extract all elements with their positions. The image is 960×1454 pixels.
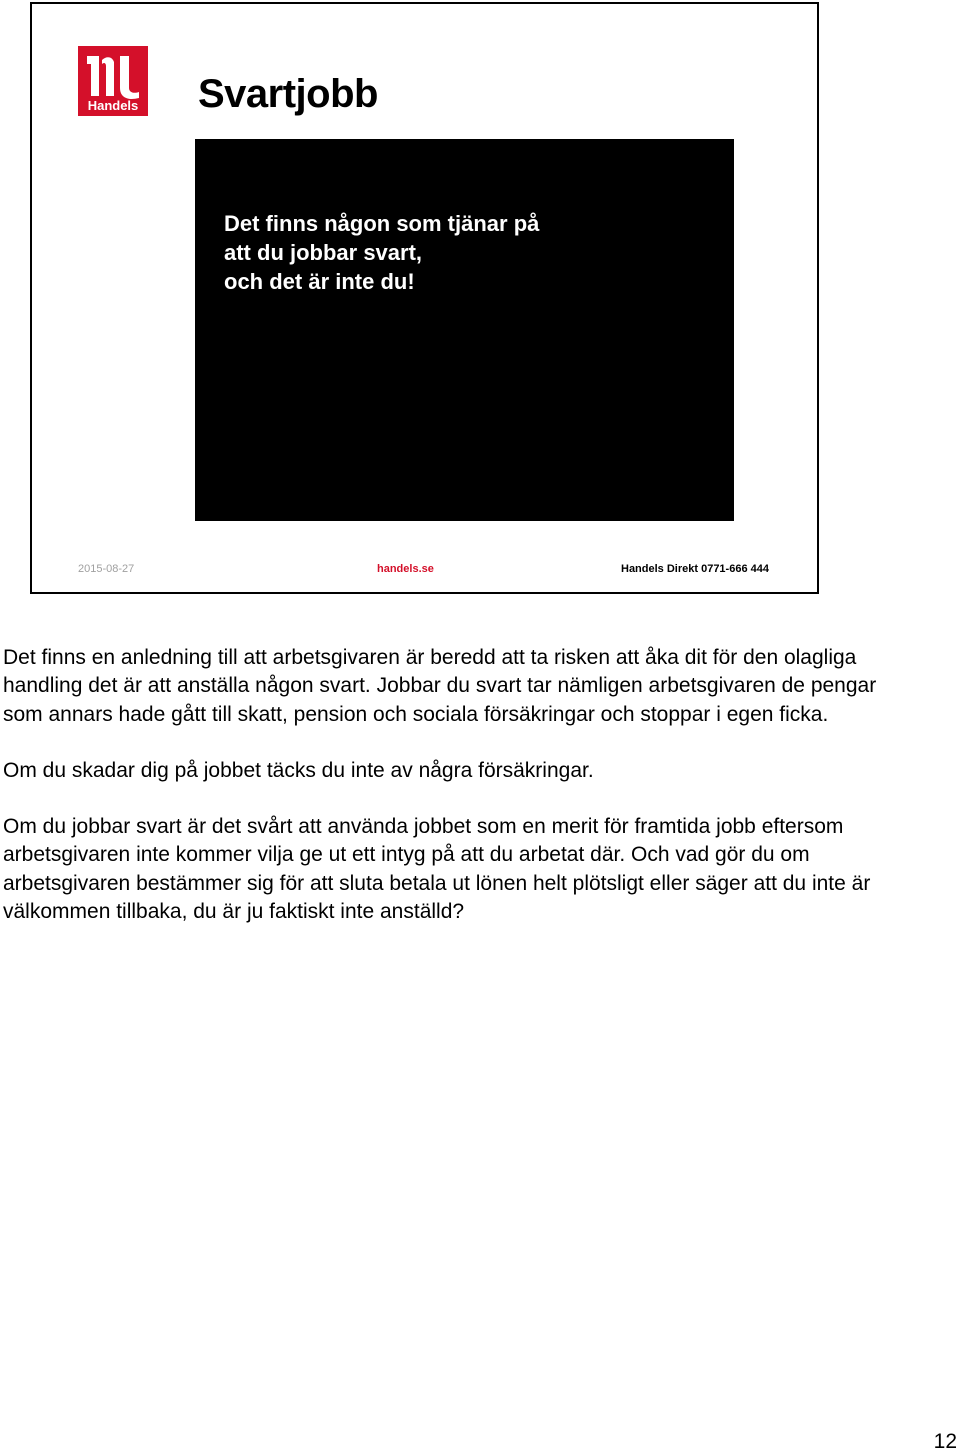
video-caption bbox=[224, 209, 539, 296]
notes-paragraph: Om du skadar dig på jobbet täcks du inte av några försäkringar. bbox=[3, 758, 594, 782]
video-caption-line: att du jobbar svart, bbox=[224, 240, 423, 265]
slide-thumbnail bbox=[30, 2, 819, 594]
video-caption-line: Det finns någon som tjänar på bbox=[224, 211, 540, 236]
handels-logo bbox=[78, 46, 148, 116]
notes-paragraph: Det finns en anledning till att arbetsgivaren är beredd att ta risken att åka dit för den olagliga handling det är att anställa någon svart. Jobbar du svart tar nämligen arbetsgivaren de pengar som annars hade gått till skatt, pension och sociala försäkringar och stoppar i egen ficka. bbox=[3, 646, 877, 726]
page-number: 12 bbox=[933, 1430, 957, 1453]
slide-footer-date: 2015-08-27 bbox=[78, 563, 135, 575]
video-caption-line: och det är inte du! bbox=[224, 269, 415, 294]
logo-text: Handels bbox=[87, 98, 139, 113]
slide-title: Svartjobb bbox=[198, 72, 378, 116]
speaker-notes bbox=[3, 644, 903, 954]
video-frame bbox=[195, 139, 734, 521]
slide-footer-site: handels.se bbox=[377, 563, 434, 575]
slide-footer-contact: Handels Direkt 0771-666 444 bbox=[621, 563, 769, 575]
notes-paragraph: Om du jobbar svart är det svårt att använda jobbet som en merit för framtida jobb eftersom arbetsgivaren inte kommer vilja ge ut ett intyg på att du arbetat där. Och vad gör du om arbetsgivaren bestämmer sig för att sluta betala ut lönen helt plötsligt eller säger att du inte är välkommen tillbaka, du är ju faktiskt inte anställd? bbox=[3, 815, 871, 924]
